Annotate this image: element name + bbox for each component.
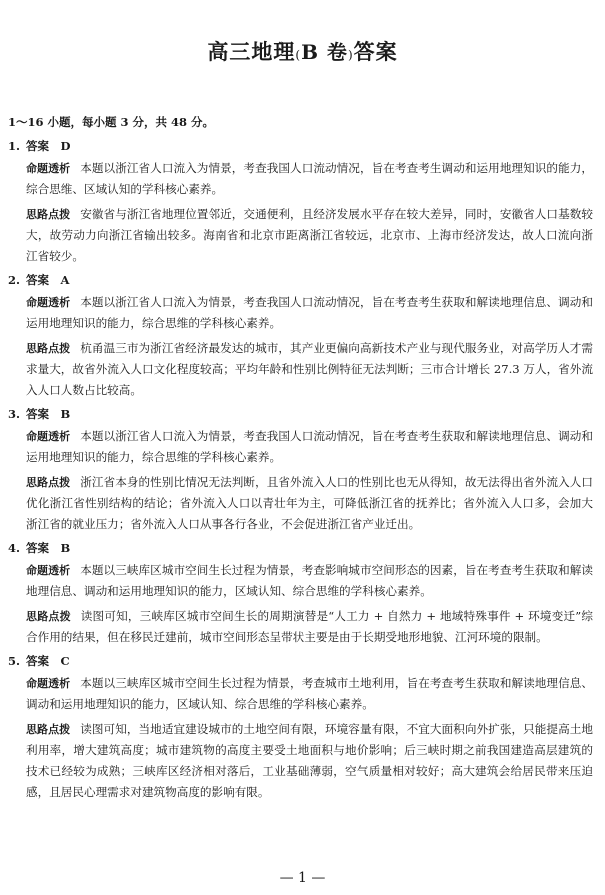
analysis-paragraph [26, 560, 593, 602]
answer-choice: 答案 A [26, 273, 70, 287]
hint-text: 读图可知，三峡库区城市空间生长的周期演替是“人工力 + 自然力 + 地域特殊事件 + 环境变迁”综合作用的结果，但在移民迁建前，城市空间形态呈带状主要是由于长期受地形地貌、江河环境的限制。 [26, 609, 593, 644]
question-number: 2. [8, 273, 21, 287]
analysis-paragraph [26, 426, 593, 468]
question-number: 5. [8, 654, 21, 668]
answer-line [8, 654, 593, 668]
answer-item-4 [8, 541, 593, 648]
answer-choice: 答案 D [26, 139, 71, 153]
hint-paragraph [26, 204, 593, 267]
analysis-text: 本题以浙江省人口流入为情景，考查我国人口流动情况，旨在考查考生获取和解读地理信息、调动和运用地理知识的能力，综合思维的学科核心素养。 [26, 429, 593, 464]
hint-label: 思路点拨 [26, 208, 71, 221]
hint-label: 思路点拨 [26, 610, 71, 623]
hint-paragraph [26, 472, 593, 535]
analysis-label: 命题透析 [26, 677, 71, 690]
document-title [0, 36, 605, 66]
title-open-paren: ( [295, 48, 302, 62]
analysis-label: 命题透析 [26, 430, 71, 443]
title-main: 高三地理 [207, 39, 296, 64]
answer-item-1 [8, 139, 593, 267]
answer-line [8, 407, 593, 421]
hint-text: 杭甬温三市为浙江省经济最发达的城市，其产业更偏向高新技术产业与现代服务业，对高学历人才需求量大，故省外流入人口文化程度较高；平均年龄和性别比例特征无法判断；三市合计增长 27.3 万人，省外流入人口人数占比较高。 [26, 341, 593, 397]
hint-label: 思路点拨 [26, 342, 71, 355]
answer-line [8, 541, 593, 555]
title-suffix: 答案 [353, 39, 398, 64]
hint-text: 安徽省与浙江省地理位置邻近，交通便利，且经济发展水平存在较大差异，同时，安徽省人口基数较大，故劳动力向浙江省输出较多。海南省和北京市距离浙江省较远，北京市、上海市经济发达，故人口流向浙江省较少。 [26, 207, 593, 263]
question-number: 3. [8, 407, 21, 421]
answer-choice: 答案 B [26, 407, 71, 421]
hint-paragraph [26, 719, 593, 803]
analysis-label: 命题透析 [26, 296, 71, 309]
hint-paragraph [26, 338, 593, 401]
answer-choice: 答案 C [26, 654, 70, 668]
analysis-label: 命题透析 [26, 162, 71, 175]
hint-label: 思路点拨 [26, 476, 71, 489]
title-close-paren: ) [347, 48, 354, 62]
hint-text: 浙江省本身的性别比情况无法判断，且省外流入人口的性别比也无从得知，故无法得出省外流入人口优化浙江省性别结构的结论；省外流入人口以青壮年为主，可降低浙江省的抚养比；省外流入人口多，会加大浙江省的就业压力；省外流入人口从事各行各业，不会促进浙江省产业迁出。 [26, 475, 593, 531]
hint-text: 读图可知，当地适宜建设城市的土地空间有限，环境容量有限，不宜大面积向外扩张，只能提高土地利用率，增大建筑高度；城市建筑物的高度主要受土地面积与地价影响；后三峡时期之前我国建造高层建筑的技术已经较为成熟；三峡库区经济相对落后，工业基础薄弱，空气质量相对较好；高大建筑会给居民带来压迫感，且居民心理需求对建筑物高度的影响有限。 [26, 722, 593, 799]
analysis-text: 本题以浙江省人口流入为情景，考查我国人口流动情况，旨在考查考生获取和解读地理信息、调动和运用地理知识的能力，综合思维的学科核心素养。 [26, 295, 593, 330]
answer-item-5 [8, 654, 593, 803]
answer-choice: 答案 B [26, 541, 71, 555]
question-number: 4. [8, 541, 21, 555]
section-intro: 1～16 小题，每小题 3 分，共 48 分。 [8, 115, 215, 129]
analysis-text: 本题以浙江省人口流入为情景，考查我国人口流动情况，旨在考查考生调动和运用地理知识的能力，综合思维、区域认知的学科核心素养。 [26, 161, 593, 196]
answer-list [8, 139, 593, 809]
analysis-text: 本题以三峡库区城市空间生长过程为情景，考查城市土地利用，旨在考查考生获取和解读地理信息、调动和运用地理知识的能力，区域认知、综合思维的学科核心素养。 [26, 676, 593, 711]
question-number: 1. [8, 139, 21, 153]
analysis-paragraph [26, 292, 593, 334]
answer-item-2 [8, 273, 593, 401]
analysis-paragraph [26, 158, 593, 200]
analysis-paragraph [26, 673, 593, 715]
analysis-label: 命题透析 [26, 564, 71, 577]
hint-label: 思路点拨 [26, 723, 71, 736]
answer-line [8, 139, 593, 153]
analysis-text: 本题以三峡库区城市空间生长过程为情景，考查影响城市空间形态的因素，旨在考查考生获取和解读地理信息、调动和运用地理知识的能力，区域认知、综合思维的学科核心素养。 [26, 563, 593, 598]
title-volume: B 卷 [301, 40, 348, 64]
answer-line [8, 273, 593, 287]
answer-item-3 [8, 407, 593, 535]
page-number: — 1 — [279, 870, 326, 886]
hint-paragraph [26, 606, 593, 648]
